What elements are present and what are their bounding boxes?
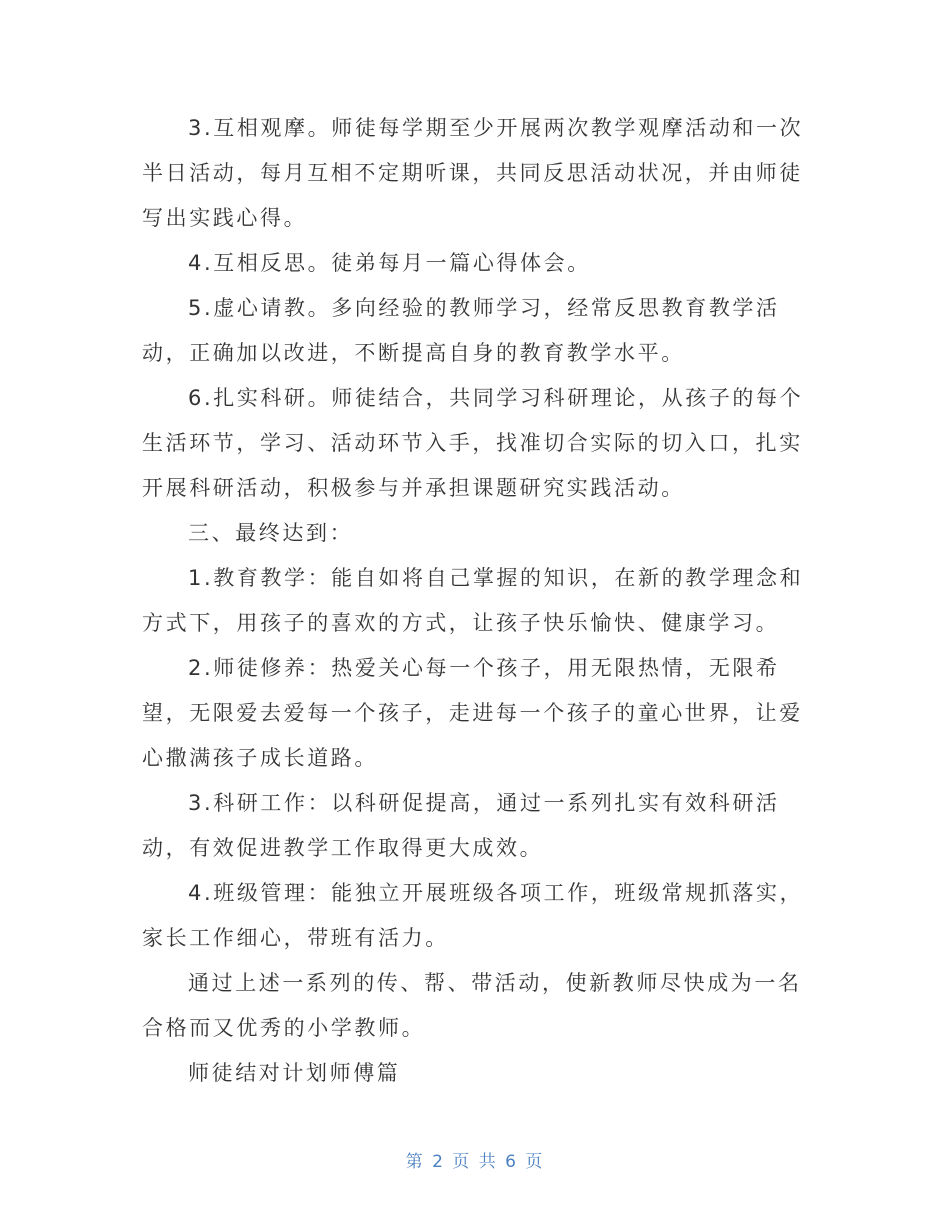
text-line: 动，正确加以改进，不断提高自身的教育教学水平。 <box>142 341 685 365</box>
text-line: 4.班级管理：能独立开展班级各项工作，班级常规抓落实， <box>188 881 804 905</box>
text-line: 2.师徒修养：热爱关心每一个孩子，用无限热情，无限希 <box>188 656 780 680</box>
text-line: 心撒满孩子成长道路。 <box>142 746 378 770</box>
text-line: 3.科研工作：以科研促提高，通过一系列扎实有效科研活 <box>188 791 780 815</box>
text-line: 写出实践心得。 <box>142 206 308 230</box>
text-line: 望，无限爱去爱每一个孩子，走进每一个孩子的童心世界，让爱 <box>142 701 803 725</box>
text-line: 合格而又优秀的小学教师。 <box>142 1016 426 1040</box>
page-indicator: 第 2 页 共 6 页 <box>405 1152 545 1172</box>
text-line: 6.扎实科研。师徒结合，共同学习科研理论，从孩子的每个 <box>188 386 804 410</box>
text-line: 生活环节，学习、活动环节入手，找准切合实际的切入口，扎实 <box>142 431 803 455</box>
text-line: 5.虚心请教。多向经验的教师学习，经常反思教育教学活 <box>188 296 780 320</box>
text-line: 1.教育教学：能自如将自己掌握的知识，在新的教学理念和 <box>188 566 804 590</box>
text-line: 4.互相反思。徒弟每月一篇心得体会。 <box>188 251 591 275</box>
text-line: 动，有效促进教学工作取得更大成效。 <box>142 836 544 860</box>
text-line: 半日活动，每月互相不定期听课，共同反思活动状况，并由师徒 <box>142 161 803 185</box>
document-title-line: 师徒结对计划师傅篇 <box>188 1061 401 1085</box>
text-line: 方式下，用孩子的喜欢的方式，让孩子快乐愉快、健康学习。 <box>142 611 780 635</box>
text-line: 3.互相观摩。师徒每学期至少开展两次教学观摩活动和一次 <box>188 116 804 140</box>
text-line: 通过上述一系列的传、帮、带活动，使新教师尽快成为一名 <box>188 971 802 995</box>
text-line: 家长工作细心，带班有活力。 <box>142 926 449 950</box>
section-heading: 三、最终达到： <box>188 521 354 545</box>
text-line: 开展科研活动，积极参与并承担课题研究实践活动。 <box>142 476 685 500</box>
